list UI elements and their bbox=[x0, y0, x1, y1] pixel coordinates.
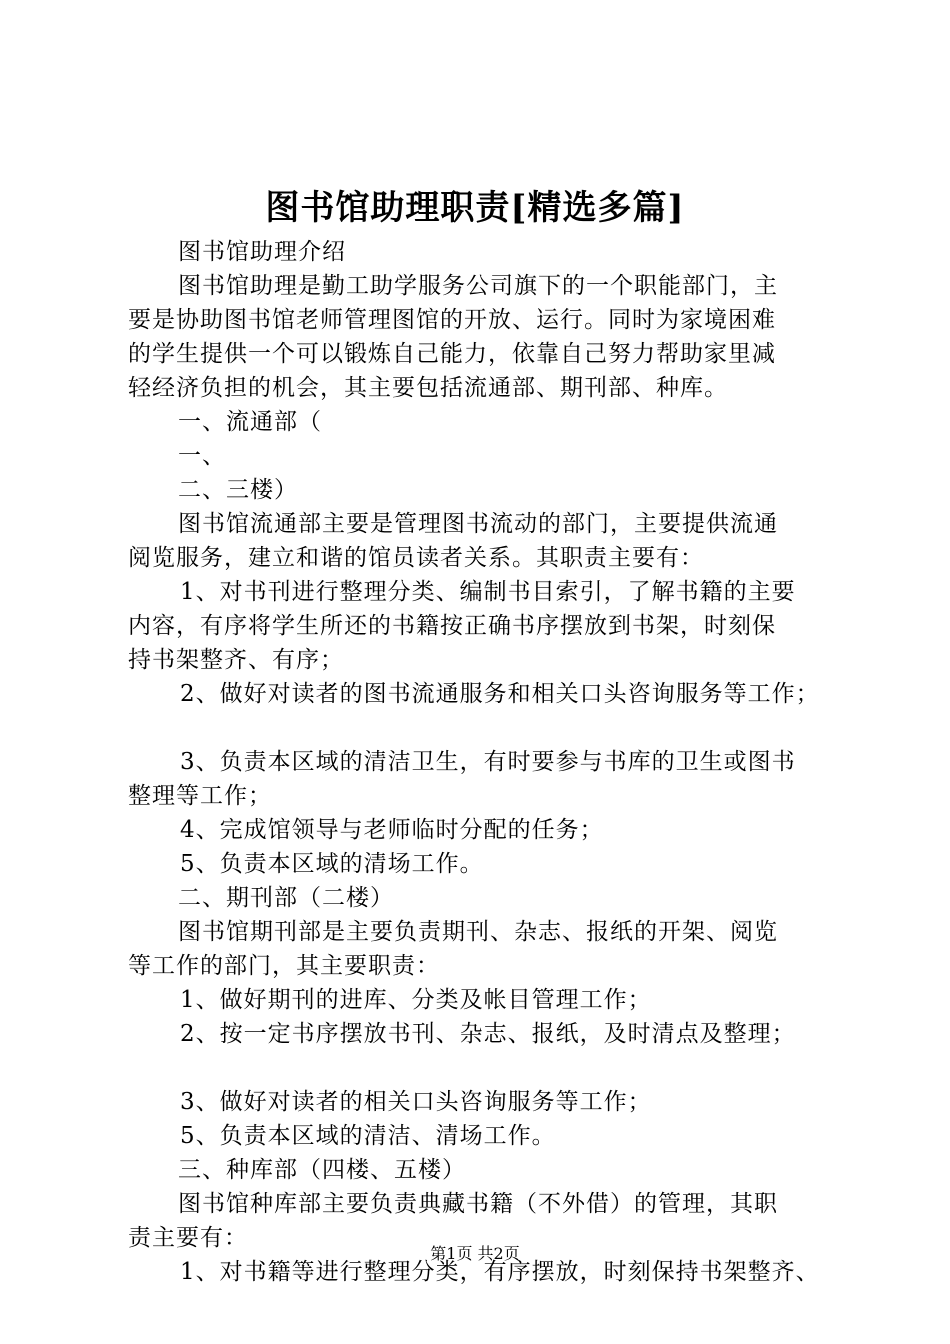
paragraph-line: 阅览服务，建立和谐的馆员读者关系。其职责主要有： bbox=[128, 545, 704, 571]
section-heading: 二、期刊部（二楼） bbox=[178, 885, 394, 911]
list-item: 1、对书刊进行整理分类、编制书目索引，了解书籍的主要 bbox=[180, 579, 796, 605]
paragraph-line: 责主要有： bbox=[128, 1225, 248, 1251]
list-item: 2、做好对读者的图书流通服务和相关口头咨询服务等工作； bbox=[180, 681, 820, 707]
list-item: 3、做好对读者的相关口头咨询服务等工作； bbox=[180, 1089, 652, 1115]
blank-line bbox=[128, 1051, 848, 1085]
blank-line bbox=[128, 711, 848, 745]
paragraph-line: 要是协助图书馆老师管理图馆的开放、运行。同时为家境困难 bbox=[128, 307, 776, 333]
paragraph-line: 图书馆期刊部是主要负责期刊、杂志、报纸的开架、阅览 bbox=[178, 919, 778, 945]
paragraph-line: 的学生提供一个可以锻炼自己能力，依靠自己努力帮助家里减 bbox=[128, 341, 776, 367]
document-title: 图书馆助理职责[精选多篇] bbox=[265, 188, 685, 228]
paragraph-line: 轻经济负担的机会，其主要包括流通部、期刊部、种库。 bbox=[128, 375, 728, 401]
list-item: 1、做好期刊的进库、分类及帐目管理工作； bbox=[180, 987, 652, 1013]
paragraph-line: 图书馆种库部主要负责典藏书籍（不外借）的管理，其职 bbox=[178, 1191, 778, 1217]
paragraph-line: 图书馆助理介绍 bbox=[178, 239, 346, 265]
list-item: 1、对书籍等进行整理分类，有序摆放，时刻保持书架整齐、 bbox=[180, 1259, 820, 1285]
section-heading: 一、流通部（ bbox=[178, 409, 322, 435]
list-item: 2、按一定书序摆放书刊、杂志、报纸，及时清点及整理； bbox=[180, 1021, 796, 1047]
document-body bbox=[128, 235, 848, 1289]
paragraph-line: 图书馆流通部主要是管理图书流动的部门，主要提供流通 bbox=[178, 511, 778, 537]
paragraph-line: 持书架整齐、有序； bbox=[128, 647, 344, 673]
list-item: 4、完成馆领导与老师临时分配的任务； bbox=[180, 817, 604, 843]
paragraph-line: 等工作的部门，其主要职责： bbox=[128, 953, 440, 979]
paragraph-line: 整理等工作； bbox=[128, 783, 272, 809]
page-number: 第1页 共2页 bbox=[430, 1244, 520, 1263]
list-item: 3、负责本区域的清洁卫生，有时要参与书库的卫生或图书 bbox=[180, 749, 796, 775]
paragraph-line: 图书馆助理是勤工助学服务公司旗下的一个职能部门，主 bbox=[178, 273, 778, 299]
paragraph-line: 一、 bbox=[178, 443, 226, 469]
list-item: 5、负责本区域的清场工作。 bbox=[180, 851, 484, 877]
list-item: 5、负责本区域的清洁、清场工作。 bbox=[180, 1123, 556, 1149]
section-heading: 三、种库部（四楼、五楼） bbox=[178, 1157, 466, 1183]
paragraph-line: 二、三楼） bbox=[178, 477, 298, 503]
paragraph-line: 内容，有序将学生所还的书籍按正确书序摆放到书架，时刻保 bbox=[128, 613, 776, 639]
